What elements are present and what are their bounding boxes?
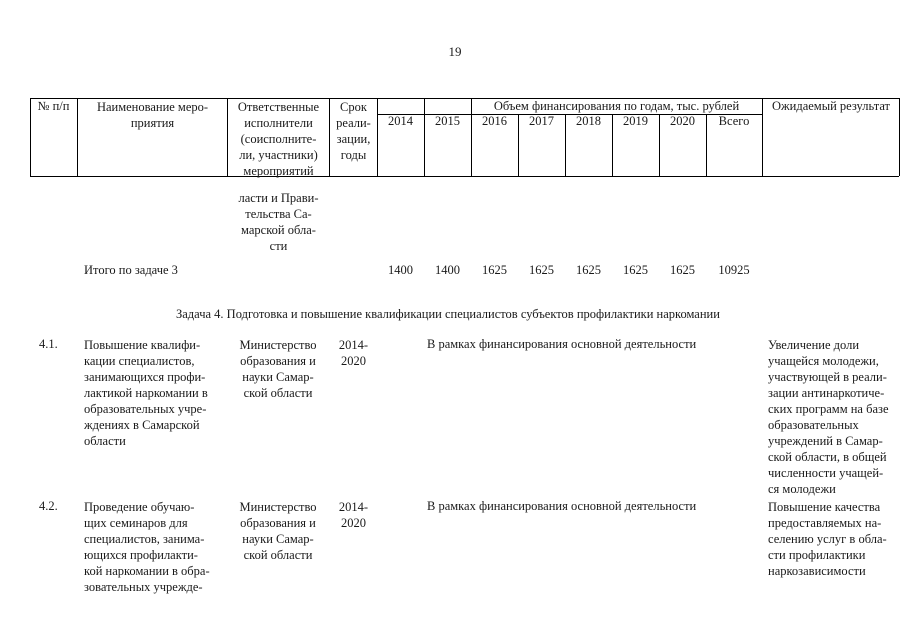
- total-2014: 1400: [388, 263, 413, 277]
- row-result: Увеличение доли учащейся молодежи, участвующей в реали- зации антинаркотиче- ских программ на базе образовательных учреждений в Самар- ской области, в общей численности учащей- ся молодежи: [768, 338, 889, 496]
- total-2017: 1625: [529, 263, 554, 277]
- total-2020: 1625: [670, 263, 695, 277]
- total-2015: 1400: [435, 263, 460, 277]
- row-name: Повышение квалифи- кации специалистов, занимающихся профи- лактикой наркомании в образовательных учре- ждениях в Самарской области: [84, 338, 208, 448]
- header-num: № п/п: [37, 99, 70, 113]
- row-number: 4.2.: [39, 499, 58, 513]
- page-number: 19: [448, 44, 462, 59]
- year-2020: 2020: [670, 114, 695, 128]
- row-term: 2014- 2020: [338, 500, 369, 530]
- row-term: 2014- 2020: [338, 338, 369, 368]
- row-result: Повышение качества предоставляемых на- селению услуг в обла- сти профилактики наркозависимости: [768, 500, 887, 578]
- total-label: Итого по задаче 3: [84, 263, 178, 277]
- header-name: Наименование меро- приятия: [96, 100, 209, 130]
- total-2016: 1625: [482, 263, 507, 277]
- year-2014: 2014: [388, 114, 413, 128]
- header-funding-title: Объем финансирования по годам, тыс. рублей: [493, 99, 740, 113]
- row-name: Проведение обучаю- щих семинаров для специалистов, занима- ющихся профилакти- кой наркомании в обра- зовательных учрежде-: [84, 500, 210, 594]
- row-executor: Министерство образования и науки Самар- ской области: [239, 338, 317, 400]
- header-result: Ожидаемый результат: [771, 99, 891, 113]
- executor-continuation: ласти и Прави- тельства Са- марской обла- сти: [238, 191, 319, 253]
- year-2019: 2019: [623, 114, 648, 128]
- year-2017: 2017: [529, 114, 554, 128]
- total-2019: 1625: [623, 263, 648, 277]
- row-funding: В рамках финансирования основной деятельности: [427, 337, 697, 351]
- year-2016: 2016: [482, 114, 507, 128]
- year-2018: 2018: [576, 114, 601, 128]
- year-2015: 2015: [435, 114, 460, 128]
- header-term: Срок реали- зации, годы: [336, 100, 371, 162]
- row-funding: В рамках финансирования основной деятельности: [427, 499, 697, 513]
- total-2018: 1625: [576, 263, 601, 277]
- total-all: 10925: [718, 263, 750, 277]
- header-executors: Ответственные исполнители (соисполните- ли, участники) мероприятий: [237, 100, 320, 178]
- task-4-title: Задача 4. Подготовка и повышение квалификации специалистов субъектов профилактики наркомании: [176, 307, 720, 321]
- year-total: Всего: [718, 114, 750, 128]
- row-number: 4.1.: [39, 337, 58, 351]
- row-executor: Министерство образования и науки Самар- ской области: [239, 500, 317, 562]
